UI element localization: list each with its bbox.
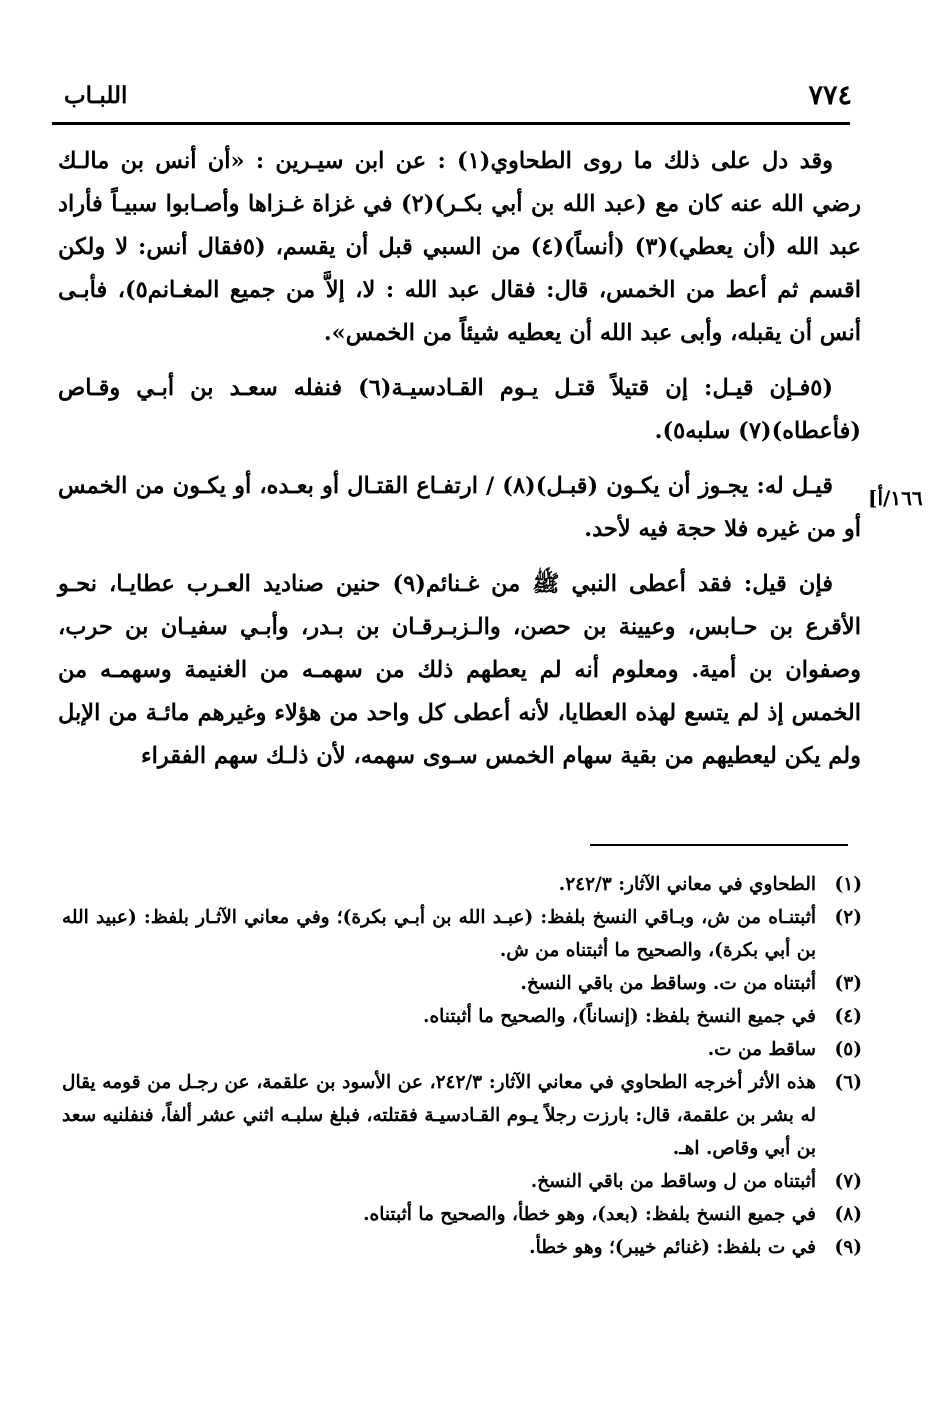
margin-folio-note: ١٦٦/أ] [868, 486, 923, 510]
footnote-number: (٩) [834, 1237, 862, 1258]
footnote-number: (٨) [834, 1204, 862, 1225]
page-header [62, 80, 852, 120]
paragraph: (٥فـإن قيـل: إن قتيلاً قتـل يـوم القـادسيـة(٦) فنفله سعـد بن أبـي وقـاص (فأعطاه)(٧) سلبه٥). [58, 375, 861, 444]
footnote-separator [590, 844, 848, 846]
footnote [62, 1066, 862, 1165]
footnote-text: في جميع النسخ بلفظ: (بعد)، وهو خطأ، والصحيح ما أثبتناه. [363, 1204, 816, 1225]
page-number: ٧٧٤ [808, 80, 852, 111]
footnote-text: في ت بلفظ: (غنائم خيبر)؛ وهو خطأ. [529, 1237, 816, 1258]
footnote-number: (١) [834, 874, 862, 895]
footnote-number: (٤) [834, 1006, 862, 1027]
footnote-text: في جميع النسخ بلفظ: (إنساناً)، والصحيح ما أثبتناه. [423, 1006, 816, 1027]
footnote-text: أثبتناه من ت. وساقط من باقي النسخ. [520, 973, 816, 994]
running-title: اللبـاب [64, 82, 128, 109]
paragraph: قيـل له: يجـوز أن يكـون (قبـل)(٨) / ارتفـاع القتـال أو بعـده، أو يكـون من الخمس أو من غيره فلا حجة فيه لأحد. [58, 473, 861, 542]
paragraph: فإن قيل: فقد أعطى النبي ﷺ من غـنائم(٩) حنين صناديد العـرب عطايـا، نحـو الأقرع بن حـابس، وعيينة بن حصن، والـزبـرقـان بن بـدر، وأبـي سفيـان بن حرب، وصفوان بن أمية. ومعلوم أنه لم يعطهم ذلك من سهمـه من الغنيمة وسهمـه من الخمس إذ لم يتسع لهذه العطايا، لأنه أعطى كل واحد من هؤلاء وغيرهم مائـة من الإبل ولم يكن ليعطيهم من بقية سهام الخمس سـوى سهمه، لأن ذلـك سهم الفقراء [58, 571, 861, 769]
footnote [62, 1198, 862, 1231]
footnote-text: أثبتنـاه من ش، وبـاقي النسخ بلفظ: (عبـد الله بن أبـي بكرة)؛ وفي معاني الآثـار بلفظ: (عبيد الله بن أبي بكرة)، والصحيح ما أثبتناه من ش. [62, 907, 816, 961]
footnote-number: (٣) [834, 973, 862, 994]
footnote [62, 967, 862, 1000]
footnote [62, 1231, 862, 1264]
footnote-text: هذه الأثر أخرجه الطحاوي في معاني الآثار: ٢٤٢/٣، عن الأسود بن علقمة، عن رجـل من قومه يقال له بشر بن علقمة، قال: بارزت رجلاً يـوم القـادسيـة فقتلته، فبلغ سلبـه اثني عشر ألفاً، فنفلنيه سعد بن أبي وقاص. اهـ. [62, 1072, 816, 1159]
footnotes [62, 868, 862, 1264]
paragraph: وقد دل على ذلك ما روى الطحاوي(١) : عن ابن سيـرين : «أن أنس بن مالـك رضي الله عنه كان مع (عبد الله بن أبي بكـر)(٢) في غزاة غـزاها وأصـابوا سبيـاً فأراد عبد الله (أن يعطي)(٣) (أنساً)(٤) من السبي قبل أن يقسم، (٥فقال أنس: لا ولكن اقسم ثم أعط من الخمس، قال: فقال عبد الله : لا، إلاَّ من جميع المغـانم٥)، فأبـى أنس أن يقبله، وأبى عبد الله أن يعطيه شيئاً من الخمس». [58, 148, 862, 346]
footnote-text: أثبتناه من ل وساقط من باقي النسخ. [530, 1171, 816, 1192]
header-rule [52, 122, 850, 125]
footnote [62, 1000, 862, 1033]
main-text [58, 140, 861, 790]
footnote-number: (٢) [834, 907, 862, 928]
footnote-number: (٧) [834, 1171, 862, 1192]
footnote-text: الطحاوي في معاني الآثار: ٢٤٢/٣. [558, 874, 816, 895]
footnote-number: (٦) [834, 1072, 862, 1093]
footnote-text: ساقط من ت. [707, 1039, 816, 1060]
footnote [62, 1033, 862, 1066]
footnote [62, 868, 862, 901]
footnote-number: (٥) [834, 1039, 862, 1060]
footnote [62, 1165, 862, 1198]
footnote [62, 901, 862, 967]
